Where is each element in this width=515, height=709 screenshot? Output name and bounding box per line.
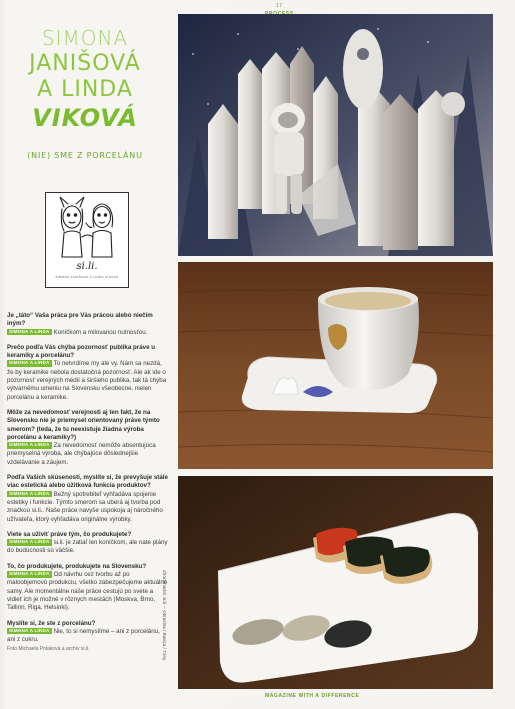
photo-credit: Foto Michaela Polaková a archív si.li. xyxy=(7,646,90,653)
question-1: Je „táto“ Vaša práca pre Vás prácou alebo niečím iným? xyxy=(7,312,153,328)
side-photo-credit: Zhora nadol: si.li. – Obrazina / Basica / Tóny xyxy=(162,570,167,661)
photo-porcelain-plate xyxy=(178,476,493,689)
speaker-badge: SIMONA A LINDA xyxy=(9,328,50,334)
speaker-badge: SIMONA A LINDA xyxy=(9,539,50,545)
answer-5-text: si.li. je zatiaľ len koníčkom, ale nate plány do budúcnosti sú väčšie. xyxy=(7,539,168,555)
answer-4-text: Bežný spotrebiteľ vyhľadáva spojenie estetiky i funkcie. Týmto smerom sa uberá aj tvorba pod značkou si.li.. Naše práce navyše uspokoja aj náročného užívateľa, ktorý vyhľadáva originálne výrobky. xyxy=(7,490,163,523)
subtitle: (NIE) SME Z PORCELÁNU xyxy=(27,151,143,160)
two-girls-illustration xyxy=(46,193,128,263)
answer-1-text: Koníčkom a milovanou nutnosťou. xyxy=(53,328,148,336)
answer-2-text: To netvrdíme my ale vy. Nám sa nezdá, že by keramike nebola dostatočná pozornosť. Ale ak ide o pozornosť verejných médií a širšieho publika, tak tá chýba výtvarnému umeniu na Slovensku všeobecne, nielen porcelánu a keramike. xyxy=(7,360,167,401)
si-li-logo xyxy=(45,192,129,288)
question-7: Myslíte si, že ste z porcelánu? xyxy=(7,619,96,627)
title-line-4: VIKOVÁ xyxy=(32,104,138,132)
speaker-badge: SIMONA A LINDA xyxy=(9,360,50,366)
interview-body xyxy=(7,312,169,654)
question-2: Prečo podľa Vás chýba pozornosť publika práve u keramiky a porcelánu? xyxy=(7,343,156,360)
question-4: Podľa Vašich skúseností, myslíte si, že prevyšuje stále viac estetická alebo úžitková funkcia produktov? xyxy=(7,474,168,490)
speaker-badge: SIMONA A LINDA xyxy=(9,627,50,633)
answer-6-text: Od návrhu cez tvorbu až po maloobjemovú produkciu, všetko zabezpečujeme aktuálne samy. Ale momentálne naše práce cestujú po svete a vidieť ich je možné v rôznych mestách (Moskva, Brno, Tallinn, Riga, Helsinki). xyxy=(7,571,168,612)
answer-7-text: Nie, to si nemyslíme – ani z porcelánu, ani z cukru. xyxy=(7,627,160,644)
answer-3 xyxy=(7,442,169,467)
page-number: 17 xyxy=(276,3,283,9)
page-footer: MAGAZINE WITH A DIFFERENCE xyxy=(265,693,360,699)
speaker-badge: SIMONA A LINDA xyxy=(9,571,50,577)
question-3: Môže za nevedomosť verejnosti aj ten fakt, že na Slovensku nie je priemysel orientovaný práve týmto smerom? (teda, že tu neexistuje žiadna výroba porcelánu a keramiky?) xyxy=(7,408,160,441)
photo-porcelain-crystals xyxy=(178,14,493,256)
answer-4 xyxy=(7,491,169,524)
answer-6 xyxy=(7,571,169,612)
speaker-badge: SIMONA A LINDA xyxy=(9,442,50,448)
logo-tagline: SIMONA JANIŠOVÁ A LINDA VIKOVÁ xyxy=(55,275,119,279)
question-5: Viete sa uživiť práve tým, čo produkujete? xyxy=(7,530,132,538)
answer-2 xyxy=(7,360,169,401)
title-line-1: SIMONA xyxy=(41,26,129,50)
answer-1 xyxy=(7,329,169,337)
answer-7 xyxy=(7,628,169,645)
question-6: To, čo produkujete, produkujete na Slovensku? xyxy=(7,562,147,570)
answer-3-text: Za nevedomosť nemôže absentujúca priemyselná výroba, ale chýbajúce dôslednejšie vzdelávanie a záujem. xyxy=(7,442,156,466)
answer-5 xyxy=(7,539,169,556)
speaker-badge: SIMONA A LINDA xyxy=(9,490,50,496)
logo-wordmark: si.li. xyxy=(76,261,98,272)
title-line-3: A LINDA xyxy=(37,77,133,102)
photo-porcelain-cup xyxy=(178,262,493,469)
title-line-2: JANIŠOVÁ xyxy=(29,51,141,76)
